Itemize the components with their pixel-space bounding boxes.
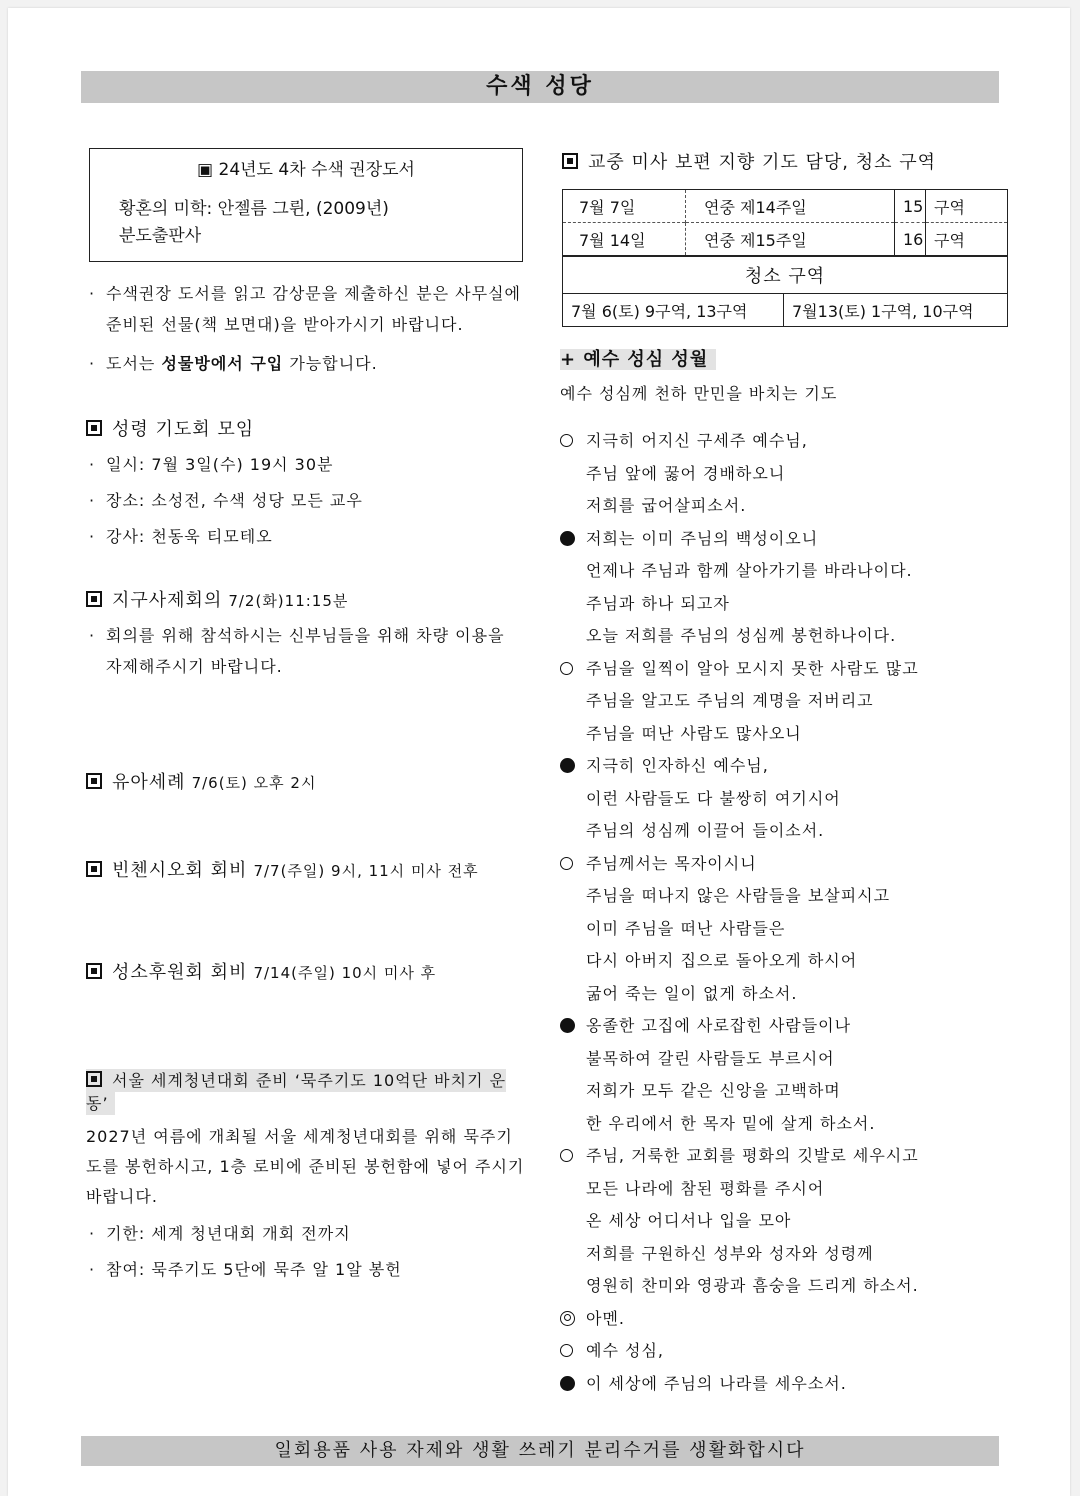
bullet-dot: · [89,284,96,303]
wyd-title: 서울 세계청년대회 준비 ‘묵주기도 10억단 바치기 운동’ [86,1071,507,1113]
prayer-line-text: 아멘. [586,1308,625,1328]
mass-duty-title: 교중 미사 보편 지향 기도 담당, 청소 구역 [588,152,936,173]
bullet-dot: · [89,354,96,373]
filled-circle-icon [560,1018,575,1033]
prayer-meeting-place: 장소: 소성전, 수색 성당 모든 교우 [106,491,363,510]
prayer-line-text: 굶어 죽는 일이 없게 하소서. [586,983,798,1003]
prayer-heading [560,345,1010,371]
baptism-title: 유아세례 [112,772,186,793]
square-bullet-icon [86,963,102,979]
prayer-line [560,1108,1010,1141]
prayer-line-text: 주님 앞에 꿇어 경배하오니 [586,463,786,483]
list-item [86,449,526,480]
square-bullet-icon [562,153,578,169]
prayer-line [560,815,1010,848]
prayer-meeting-title: 성령 기도회 모임 [112,419,255,440]
prayer-line [560,1238,1010,1271]
book-note-post: 가능합니다. [283,354,378,373]
prayer-line [560,653,1010,686]
bullet-dot: · [89,626,96,645]
book-box-text [90,196,522,250]
filled-circle-icon [560,758,575,773]
prayer-line [560,783,1010,816]
prayer-line-text: 지극히 어지신 구세주 예수님, [586,431,808,450]
bullet-dot: · [89,455,96,474]
prayer-line-text: 주님을 떠나지 않은 사람들을 보살피시고 [586,886,891,905]
council-title: 지구사제회의 [112,590,223,611]
mass-week: 연중 제14주일 [686,190,895,223]
prayer-line [560,1043,1010,1076]
bulletin-page [8,8,1070,1496]
open-circle-icon [560,434,573,447]
prayer-line-text: 저희를 굽어살피소서. [586,496,747,515]
square-bullet-icon [86,773,102,789]
prayer-line [560,718,1010,751]
cleaning-title: 청소 구역 [563,257,1008,294]
wyd-paragraph: 2027년 여름에 개최될 서울 세계청년대회를 위해 묵주기도를 봉헌하시고, 1층 로비에 준비된 봉헌함에 넣어 주시기 바랍니다. [86,1127,525,1206]
left-column [86,148,526,1293]
book-publisher-line: 분도출판사 [119,226,202,246]
prayer-line-text: 다시 아버지 집으로 돌아오게 하시어 [586,951,858,970]
vincent-detail: 7/7(주일) 9시, 11시 미사 전후 [253,862,479,880]
prayer-line [560,913,1010,946]
prayer-line [560,1205,1010,1238]
bullet-dot: · [89,1260,96,1279]
book-note-pre: 도서는 [106,354,162,373]
prayer-line-text: 온 세상 어디서나 입을 모아 [586,1211,792,1230]
prayer-meeting-speaker: 강사: 천동욱 티모테오 [106,527,273,546]
prayer-line [560,425,1010,458]
prayer-line [560,1270,1010,1303]
prayer-line [560,1173,1010,1206]
prayer-line-text: 주님의 성심께 이끌어 들이소서. [586,821,825,840]
prayer-heading-text: + 예수 성심 성월 [560,349,716,370]
prayer-line [560,1368,1010,1401]
filled-circle-icon [560,531,575,546]
support-title: 성소후원회 회비 [112,962,248,983]
prayer-line [560,1010,1010,1043]
vincent-heading [86,856,526,882]
prayer-line-text: 옹졸한 고집에 사로잡힌 사람들이나 [586,1016,852,1035]
list-item [86,521,526,552]
prayer-line-text: 한 우리에서 한 목자 밑에 살게 하소서. [586,1113,876,1133]
right-column [560,148,1010,1400]
prayer-subtitle: 예수 성심께 천하 만민을 바치는 기도 [560,384,838,403]
wyd-deadline: 기한: 세계 청년대회 개회 전까지 [106,1224,351,1243]
bullet-dot: · [89,491,96,510]
prayer-line-text: 예수 성심, [586,1341,664,1360]
wyd-heading [86,1068,526,1114]
square-bullet-icon [86,591,102,607]
prayer-line [560,458,1010,491]
list-item [86,1218,526,1249]
list-item [86,620,526,682]
page-title: 수색 성당 [81,71,999,103]
council-date: 7/2(화)11:15분 [228,592,349,610]
prayer-line [560,848,1010,881]
prayer-line-text: 모든 나라에 참된 평화를 주시어 [586,1178,825,1198]
mass-duty-heading [562,148,1010,174]
book-note-text: 수색권장 도서를 읽고 감상문을 제출하신 분은 사무실에 준비된 선물(책 보면대)을 받아가시기 바랍니다. [106,284,522,334]
prayer-line [560,1335,1010,1368]
square-bullet-icon [86,1071,102,1087]
prayer-line-text: 지극히 인자하신 예수님, [586,756,769,775]
cleaning-cell: 7월 6(토) 9구역, 13구역 [563,294,784,327]
prayer-line-text: 영원히 찬미와 영광과 흠숭을 드리게 하소서. [586,1276,919,1295]
prayer-line-text: 주님, 거룩한 교회를 평화의 깃발로 세우시고 [586,1146,919,1165]
list-item [86,278,526,340]
support-detail: 7/14(주일) 10시 미사 후 [253,964,437,982]
council-note: 회의를 위해 참석하시는 신부님들을 위해 차량 이용을 자제해주시기 바랍니다. [106,626,505,676]
table-row [563,190,1008,223]
book-note-bold: 성물방에서 구입 [161,354,284,373]
support-heading [86,958,526,984]
prayer-line [560,978,1010,1011]
book-notes [86,278,526,379]
book-title-line: 황혼의 미학: 안젤름 그륀, (2009년) [119,199,389,219]
list-item [86,348,526,379]
prayer-line [560,750,1010,783]
prayer-line-text: 주님과 하나 되고자 [586,593,730,613]
mass-duty-table [562,189,1008,256]
prayer-line [560,490,1010,523]
cleaning-cell: 7월13(토) 1구역, 10구역 [784,294,1008,327]
recommended-book-box [89,148,523,262]
prayer-meeting-date: 일시: 7월 3일(수) 19시 30분 [106,455,334,474]
prayer-line-text: 주님을 알고도 주님의 계명을 저버리고 [586,691,874,710]
baptism-detail: 7/6(토) 오후 2시 [191,774,317,792]
cleaning-table [562,256,1008,327]
prayer-line-text: 저희를 구원하신 성부와 성자와 성령께 [586,1243,874,1263]
mass-area-number: 16 [895,223,926,256]
footer-banner: 일회용품 사용 자제와 생활 쓰레기 분리수거를 생활화합시다 [81,1436,999,1466]
open-circle-icon [560,1344,573,1357]
prayer-line [560,1075,1010,1108]
book-box-title: ▣ 24년도 4차 수색 권장도서 [197,160,415,180]
prayer-line-text: 저희는 이미 주님의 백성이오니 [586,528,819,548]
prayer-line-text: 저희가 모두 같은 신앙을 고백하며 [586,1081,841,1100]
mass-date: 7월 7일 [579,197,636,217]
mass-area-unit: 구역 [926,190,1008,223]
prayer-line [560,588,1010,621]
mass-area-number: 15 [895,190,926,223]
baptism-heading [86,768,526,794]
list-item [86,485,526,516]
prayer-line-text: 이미 주님을 떠난 사람들은 [586,918,786,938]
square-bullet-icon [86,861,102,877]
open-circle-icon [560,662,573,675]
wyd-participation: 참여: 묵주기도 5단에 묵주 알 1알 봉헌 [106,1260,402,1279]
bullet-dot: · [89,527,96,546]
table-row [563,257,1008,294]
prayer-line [560,523,1010,556]
prayer-line [560,1140,1010,1173]
filled-circle-icon [560,1376,575,1391]
prayer-line [560,685,1010,718]
prayer-line-text: 불목하여 갈린 사람들도 부르시어 [586,1048,835,1068]
council-heading [86,586,526,612]
mass-area-unit: 구역 [926,223,1008,256]
list-item [86,1254,526,1285]
prayer-text [560,425,1010,1400]
prayer-line [560,880,1010,913]
table-row [563,294,1008,327]
prayer-line-text: 주님을 떠난 사람도 많사오니 [586,723,802,743]
vincent-title: 빈첸시오회 회비 [112,860,248,881]
prayer-line [560,1303,1010,1336]
mass-week: 연중 제15주일 [686,223,895,256]
prayer-line-text: 오늘 저희를 주님의 성심께 봉헌하나이다. [586,626,897,645]
prayer-meeting-heading [86,415,526,441]
bullet-dot: · [89,1224,96,1243]
prayer-line [560,620,1010,653]
prayer-line [560,945,1010,978]
prayer-line-text: 언제나 주님과 함께 살아가기를 바라나이다. [586,561,913,580]
mass-date: 7월 14일 [563,223,686,256]
double-circle-icon [560,1311,575,1326]
prayer-line-text: 이런 사람들도 다 불쌍히 여기시어 [586,788,841,808]
prayer-line-text: 이 세상에 주님의 나라를 세우소서. [586,1373,847,1393]
square-bullet-icon [86,420,102,436]
table-row [563,223,1008,256]
prayer-line-text: 주님을 일찍이 알아 모시지 못한 사람도 많고 [586,658,919,678]
prayer-line [560,555,1010,588]
prayer-line-text: 주님께서는 목자이시니 [586,853,757,873]
open-circle-icon [560,1149,573,1162]
open-circle-icon [560,857,573,870]
